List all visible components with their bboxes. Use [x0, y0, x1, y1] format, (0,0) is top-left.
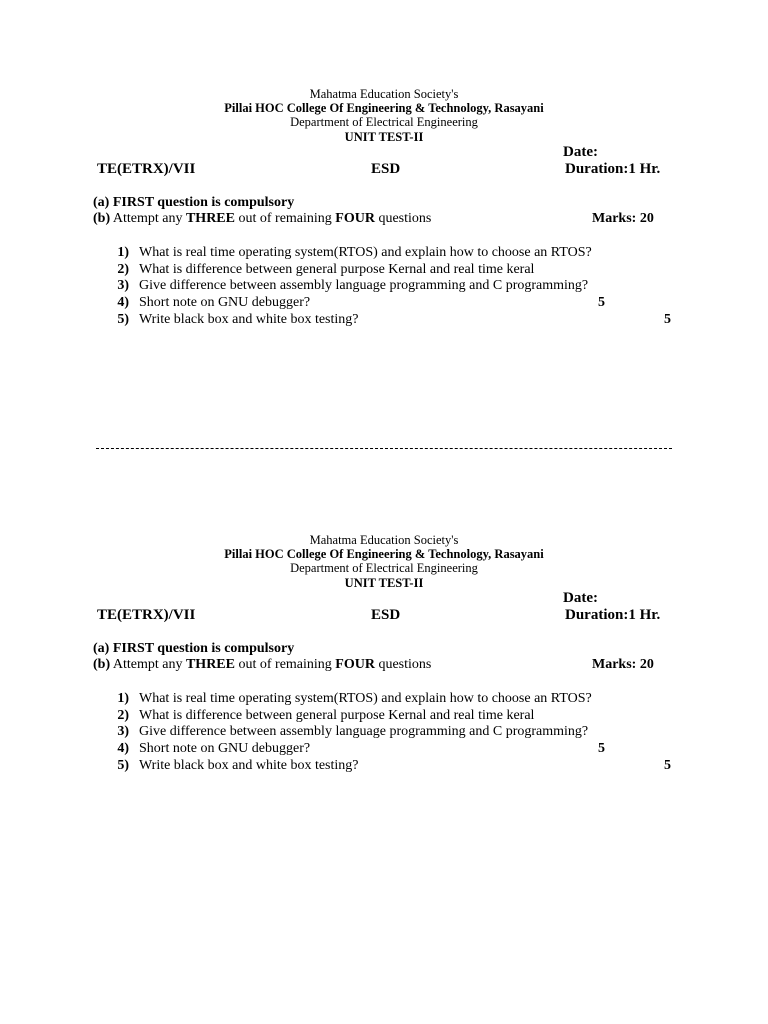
instruction-a-prefix: (a) — [93, 641, 110, 656]
question-text: Write black box and white box testing? — [139, 758, 359, 773]
instruction-b — [93, 210, 431, 227]
college-name: Pillai HOC College Of Engineering & Technology, Rasayani — [224, 101, 544, 115]
question-marks: 5 — [664, 758, 671, 773]
college-name: Pillai HOC College Of Engineering & Technology, Rasayani — [224, 547, 544, 561]
question-text: Give difference between assembly language programming and C programming? — [139, 724, 589, 739]
question-number: 5) — [117, 758, 129, 773]
question-text: What is real time operating system(RTOS) and explain how to choose an RTOS? — [139, 691, 592, 706]
society-name: Mahatma Education Society's — [309, 87, 459, 101]
question-item — [107, 740, 310, 757]
question-text: Write black box and white box testing? — [139, 312, 359, 327]
question-number: 5) — [117, 312, 129, 327]
test-title: UNIT TEST-II — [344, 130, 424, 144]
instruction-b-text-4: FOUR — [335, 657, 375, 672]
instruction-b-text-3: out of remaining — [238, 211, 332, 226]
question-text: Give difference between assembly language programming and C programming? — [139, 278, 589, 293]
date-label: Date: — [563, 590, 598, 606]
test-title: UNIT TEST-II — [344, 576, 424, 590]
question-number: 3) — [117, 278, 129, 293]
question-item — [107, 277, 588, 294]
department-name: Department of Electrical Engineering — [290, 561, 478, 575]
instruction-a — [93, 640, 294, 657]
date-label: Date: — [563, 144, 598, 160]
question-number: 2) — [117, 262, 129, 277]
instruction-b — [93, 656, 431, 673]
instruction-b-text-1: Attempt any — [112, 657, 183, 672]
question-text: What is difference between general purpose Kernal and real time keral — [139, 708, 535, 723]
question-number: 4) — [117, 741, 129, 756]
question-text: Short note on GNU debugger? — [139, 741, 311, 756]
question-item — [107, 311, 359, 328]
instruction-b-text-5: questions — [378, 211, 432, 226]
class-label: TE(ETRX)/VII — [97, 161, 196, 177]
question-item — [107, 244, 592, 261]
instruction-b-prefix: (b) — [93, 211, 111, 226]
question-item — [107, 690, 592, 707]
subject-label: ESD — [371, 607, 401, 623]
question-item — [107, 723, 588, 740]
society-name: Mahatma Education Society's — [309, 533, 459, 547]
question-text: What is real time operating system(RTOS) and explain how to choose an RTOS? — [139, 245, 592, 260]
question-number: 1) — [117, 691, 129, 706]
question-marks: 5 — [598, 295, 605, 310]
subject-label: ESD — [371, 161, 401, 177]
department-name: Department of Electrical Engineering — [290, 115, 478, 129]
marks-label: Marks: 20 — [592, 211, 654, 226]
question-number: 4) — [117, 295, 129, 310]
question-marks: 5 — [598, 741, 605, 756]
question-item — [107, 294, 310, 311]
question-paper-1 — [0, 0, 768, 440]
question-item — [107, 707, 534, 724]
instruction-b-text-4: FOUR — [335, 211, 375, 226]
question-paper-2 — [0, 446, 768, 886]
instruction-b-text-5: questions — [378, 657, 432, 672]
instruction-b-prefix: (b) — [93, 657, 111, 672]
class-label: TE(ETRX)/VII — [97, 607, 196, 623]
instruction-a-text: FIRST question is compulsory — [112, 195, 295, 210]
question-item — [107, 757, 359, 774]
instruction-a — [93, 194, 294, 211]
instruction-b-text-3: out of remaining — [238, 657, 332, 672]
question-number: 3) — [117, 724, 129, 739]
instruction-b-text-2: THREE — [185, 211, 235, 226]
question-marks: 5 — [664, 312, 671, 327]
instruction-b-text-1: Attempt any — [112, 211, 183, 226]
question-number: 1) — [117, 245, 129, 260]
marks-label: Marks: 20 — [592, 657, 654, 672]
question-text: What is difference between general purpose Kernal and real time keral — [139, 262, 535, 277]
instruction-b-text-2: THREE — [185, 657, 235, 672]
question-item — [107, 261, 534, 278]
question-number: 2) — [117, 708, 129, 723]
instruction-a-text: FIRST question is compulsory — [112, 641, 295, 656]
duration-label: Duration:1 Hr. — [565, 607, 661, 623]
instruction-a-prefix: (a) — [93, 195, 110, 210]
question-text: Short note on GNU debugger? — [139, 295, 311, 310]
duration-label: Duration:1 Hr. — [565, 161, 661, 177]
